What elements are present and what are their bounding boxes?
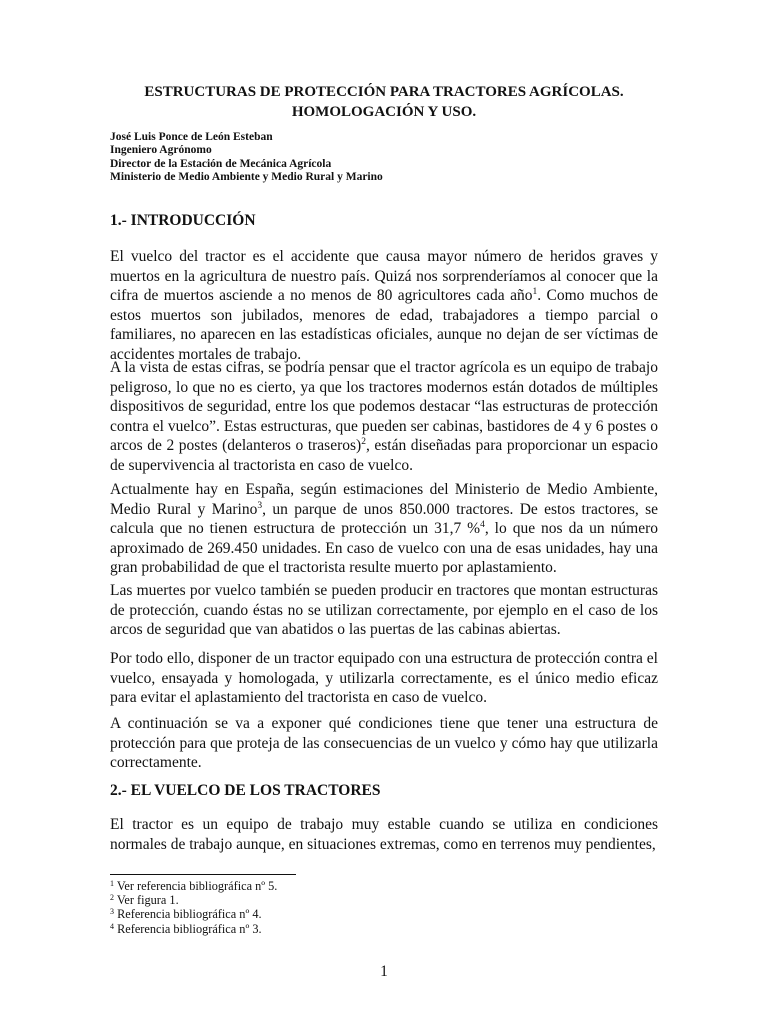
title-line-2: HOMOLOGACIÓN Y USO. <box>291 104 477 120</box>
footnote-3 <box>110 907 658 921</box>
footnote-text: Referencia bibliográfica nº 4. <box>114 907 262 922</box>
footnote-2 <box>110 893 658 907</box>
section-heading-introduccion: 1.- INTRODUCCIÓN <box>110 212 256 229</box>
footnote-number: 1 <box>110 879 114 888</box>
footnote-separator <box>110 874 296 875</box>
footnote-text: Ver figura 1. <box>114 893 179 908</box>
author-ministry: Ministerio de Medio Ambiente y Medio Rural y Marino <box>110 170 383 183</box>
paragraph-text: , están diseñadas para proporcionar un espacio de supervivencia al tractorista en caso de vuelco. <box>110 437 658 474</box>
paragraph-text: Actualmente hay en España, según estimaciones del Ministerio de Medio Ambiente, Medio Rural y Marino <box>110 481 658 518</box>
footnote-number: 3 <box>110 907 114 917</box>
author-name: José Luis Ponce de León Esteban <box>110 131 273 143</box>
paragraph-5: Por todo ello, disponer de un tractor equipado con una estructura de protección contra el vuelco, ensayada y homologada, y utilizarla correctamente, es el único medio eficaz para evitar el aplastamiento del tractorista en caso de vuelco. <box>110 650 658 707</box>
paragraph-text: , un parque de unos 850.000 tractores. De estos tractores, se calcula que no tienen estructura de protección un 31,7 % <box>110 500 658 538</box>
footnote-text: Ver referencia bibliográfica nº 5. <box>114 879 278 893</box>
footnote-ref-3: 3 <box>257 500 263 511</box>
author-block <box>110 131 658 184</box>
paragraph-4: Las muertes por vuelco también se pueden producir en tractores que montan estructuras de protección, cuando éstas no se utilizan correctamente, por ejemplo en el caso de los arcos de seguridad que van abatidos o las puertas de las cabinas abiertas. <box>110 582 658 639</box>
footnote-number: 4 <box>110 921 114 931</box>
section-heading-vuelco: 2.- EL VUELCO DE LOS TRACTORES <box>110 782 381 799</box>
paragraph-text: , lo que nos da un número aproximado de 269.450 unidades. En caso de vuelco con una de esas unidades, hay una gran probabilidad de que el tractorista resulte muerto por aplastamiento. <box>110 520 658 577</box>
footnote-number: 2 <box>110 893 114 903</box>
footnotes <box>110 879 658 936</box>
title-line-1: ESTRUCTURAS DE PROTECCIÓN PARA TRACTORES AGRÍCOLAS. <box>144 84 624 100</box>
paragraph-2 <box>110 358 658 476</box>
document-title <box>110 82 658 122</box>
paragraph-1 <box>110 247 658 365</box>
paragraph-text: A la vista de estas cifras, se podría pensar que el tractor agrícola es un equipo de trabajo peligroso, lo que no es cierto, ya que los tractores modernos están dotados de múltiples dispositivos de seguridad, entre los que podemos destacar “las estructuras de protección contra el vuelco”. Estas estructuras, que pueden ser cabinas, bastidores de 4 y 6 postes o arcos de 2 postes (delanteros o traseros) <box>110 359 658 455</box>
paragraph-3 <box>110 480 658 578</box>
footnote-4 <box>110 922 658 936</box>
footnote-ref-2: 2 <box>361 437 366 448</box>
paragraph-7: El tractor es un equipo de trabajo muy estable cuando se utiliza en condiciones normales de trabajo aunque, en situaciones extremas, como en terrenos muy pendientes, <box>110 816 658 853</box>
footnote-ref-4: 4 <box>480 520 485 531</box>
page-number: 1 <box>380 963 388 980</box>
author-position: Director de la Estación de Mecánica Agrícola <box>110 157 332 170</box>
paragraph-6: A continuación se va a exponer qué condiciones tiene que tener una estructura de protección para que proteja de las consecuencias de un vuelco y cómo hay que utilizarla correctamente. <box>110 715 658 772</box>
footnote-1 <box>110 879 658 893</box>
paragraph-text: El vuelco del tractor es el accidente que causa mayor número de heridos graves y muertos en la agricultura de nuestro país. Quizá nos sorprenderíamos al conocer que la cifra de muertos asciende a no menos de 80 agricultores cada año <box>110 248 658 305</box>
footnote-text: Referencia bibliográfica nº 3. <box>114 921 262 936</box>
paragraph-text: . Como muchos de estos muertos son jubilados, menores de edad, trabajadores a tiempo parcial o familiares, no aparecen en las estadísticas oficiales, aunque no dejan de ser víctimas de accidentes mortales de trabajo. <box>110 287 658 363</box>
footnote-ref-1: 1 <box>532 287 538 298</box>
author-degree: Ingeniero Agrónomo <box>110 144 212 157</box>
